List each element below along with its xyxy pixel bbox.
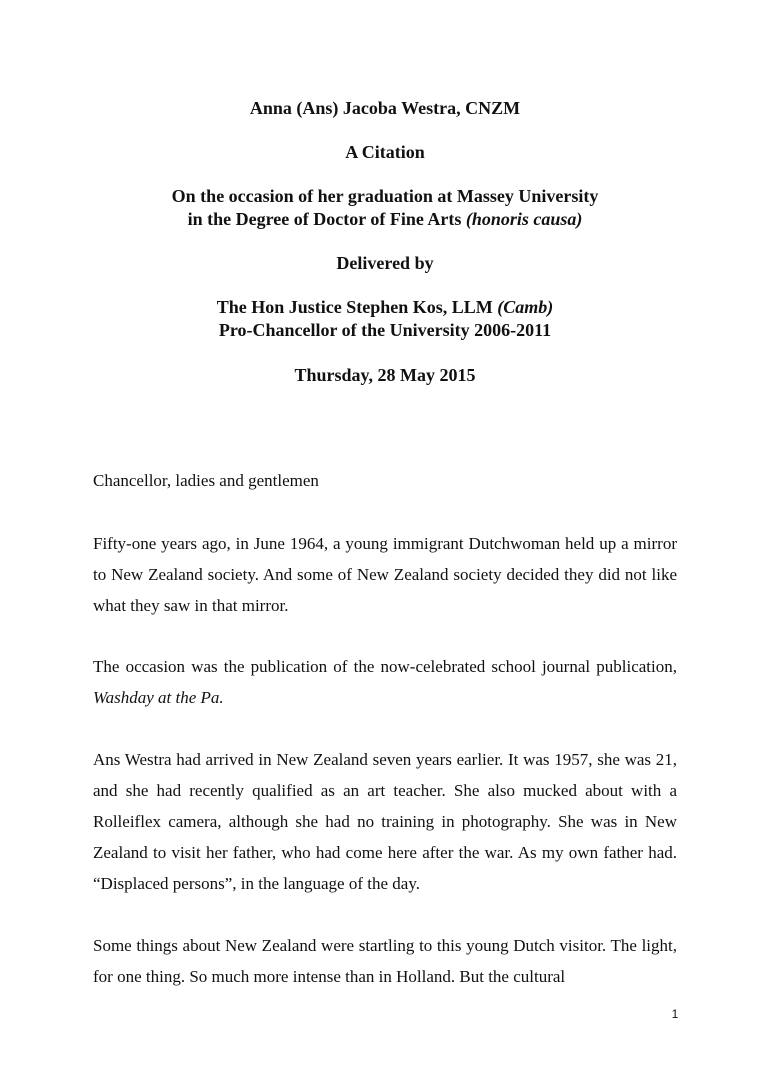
- paragraph-3: Ans Westra had arrived in New Zealand seven years earlier. It was 1957, she was 21, and she had recently qualified as an art teacher. She also mucked about with a Rolleiflex camera, although she had no training in photography. She was in New Zealand to visit her father, who had come here after the war. As my own father had. “Displaced persons”, in the language of the day.: [93, 750, 677, 893]
- salutation: Chancellor, ladies and gentlemen: [93, 471, 319, 490]
- delivery-date: Thursday, 28 May 2015: [294, 365, 476, 385]
- speaker-role: Pro-Chancellor of the University 2006-2011: [218, 320, 552, 340]
- occasion-line-2: [0, 208, 770, 230]
- honoree-name: Anna (Ans) Jacoba Westra, CNZM: [249, 98, 521, 118]
- speaker-line: [0, 296, 770, 318]
- citation-title: A Citation: [345, 142, 425, 162]
- page-number: 1: [671, 1007, 679, 1021]
- paragraph-2-text: The occasion was the publication of the now-celebrated school journal publication,: [93, 657, 677, 676]
- delivered-by: Delivered by: [336, 253, 434, 273]
- publication-title: Washday at the Pa.: [93, 688, 224, 707]
- occasion-line-1: On the occasion of her graduation at Massey University: [171, 186, 599, 206]
- speaker-name: The Hon Justice Stephen Kos, LLM: [216, 297, 498, 317]
- paragraph-4: Some things about New Zealand were startling to this young Dutch visitor. The light, for one thing. So much more intense than in Holland. But the cultural: [93, 936, 677, 986]
- paragraph-1: Fifty-one years ago, in June 1964, a young immigrant Dutchwoman held up a mirror to New Zealand society. And some of New Zealand society decided they did not like what they saw in that mirror.: [93, 534, 677, 615]
- speaker-degree-qualifier: (Camb): [497, 297, 554, 317]
- honoris-causa: (honoris causa): [465, 209, 583, 229]
- occasion-degree: in the Degree of Doctor of Fine Arts: [187, 209, 466, 229]
- paragraph-2: [93, 651, 677, 713]
